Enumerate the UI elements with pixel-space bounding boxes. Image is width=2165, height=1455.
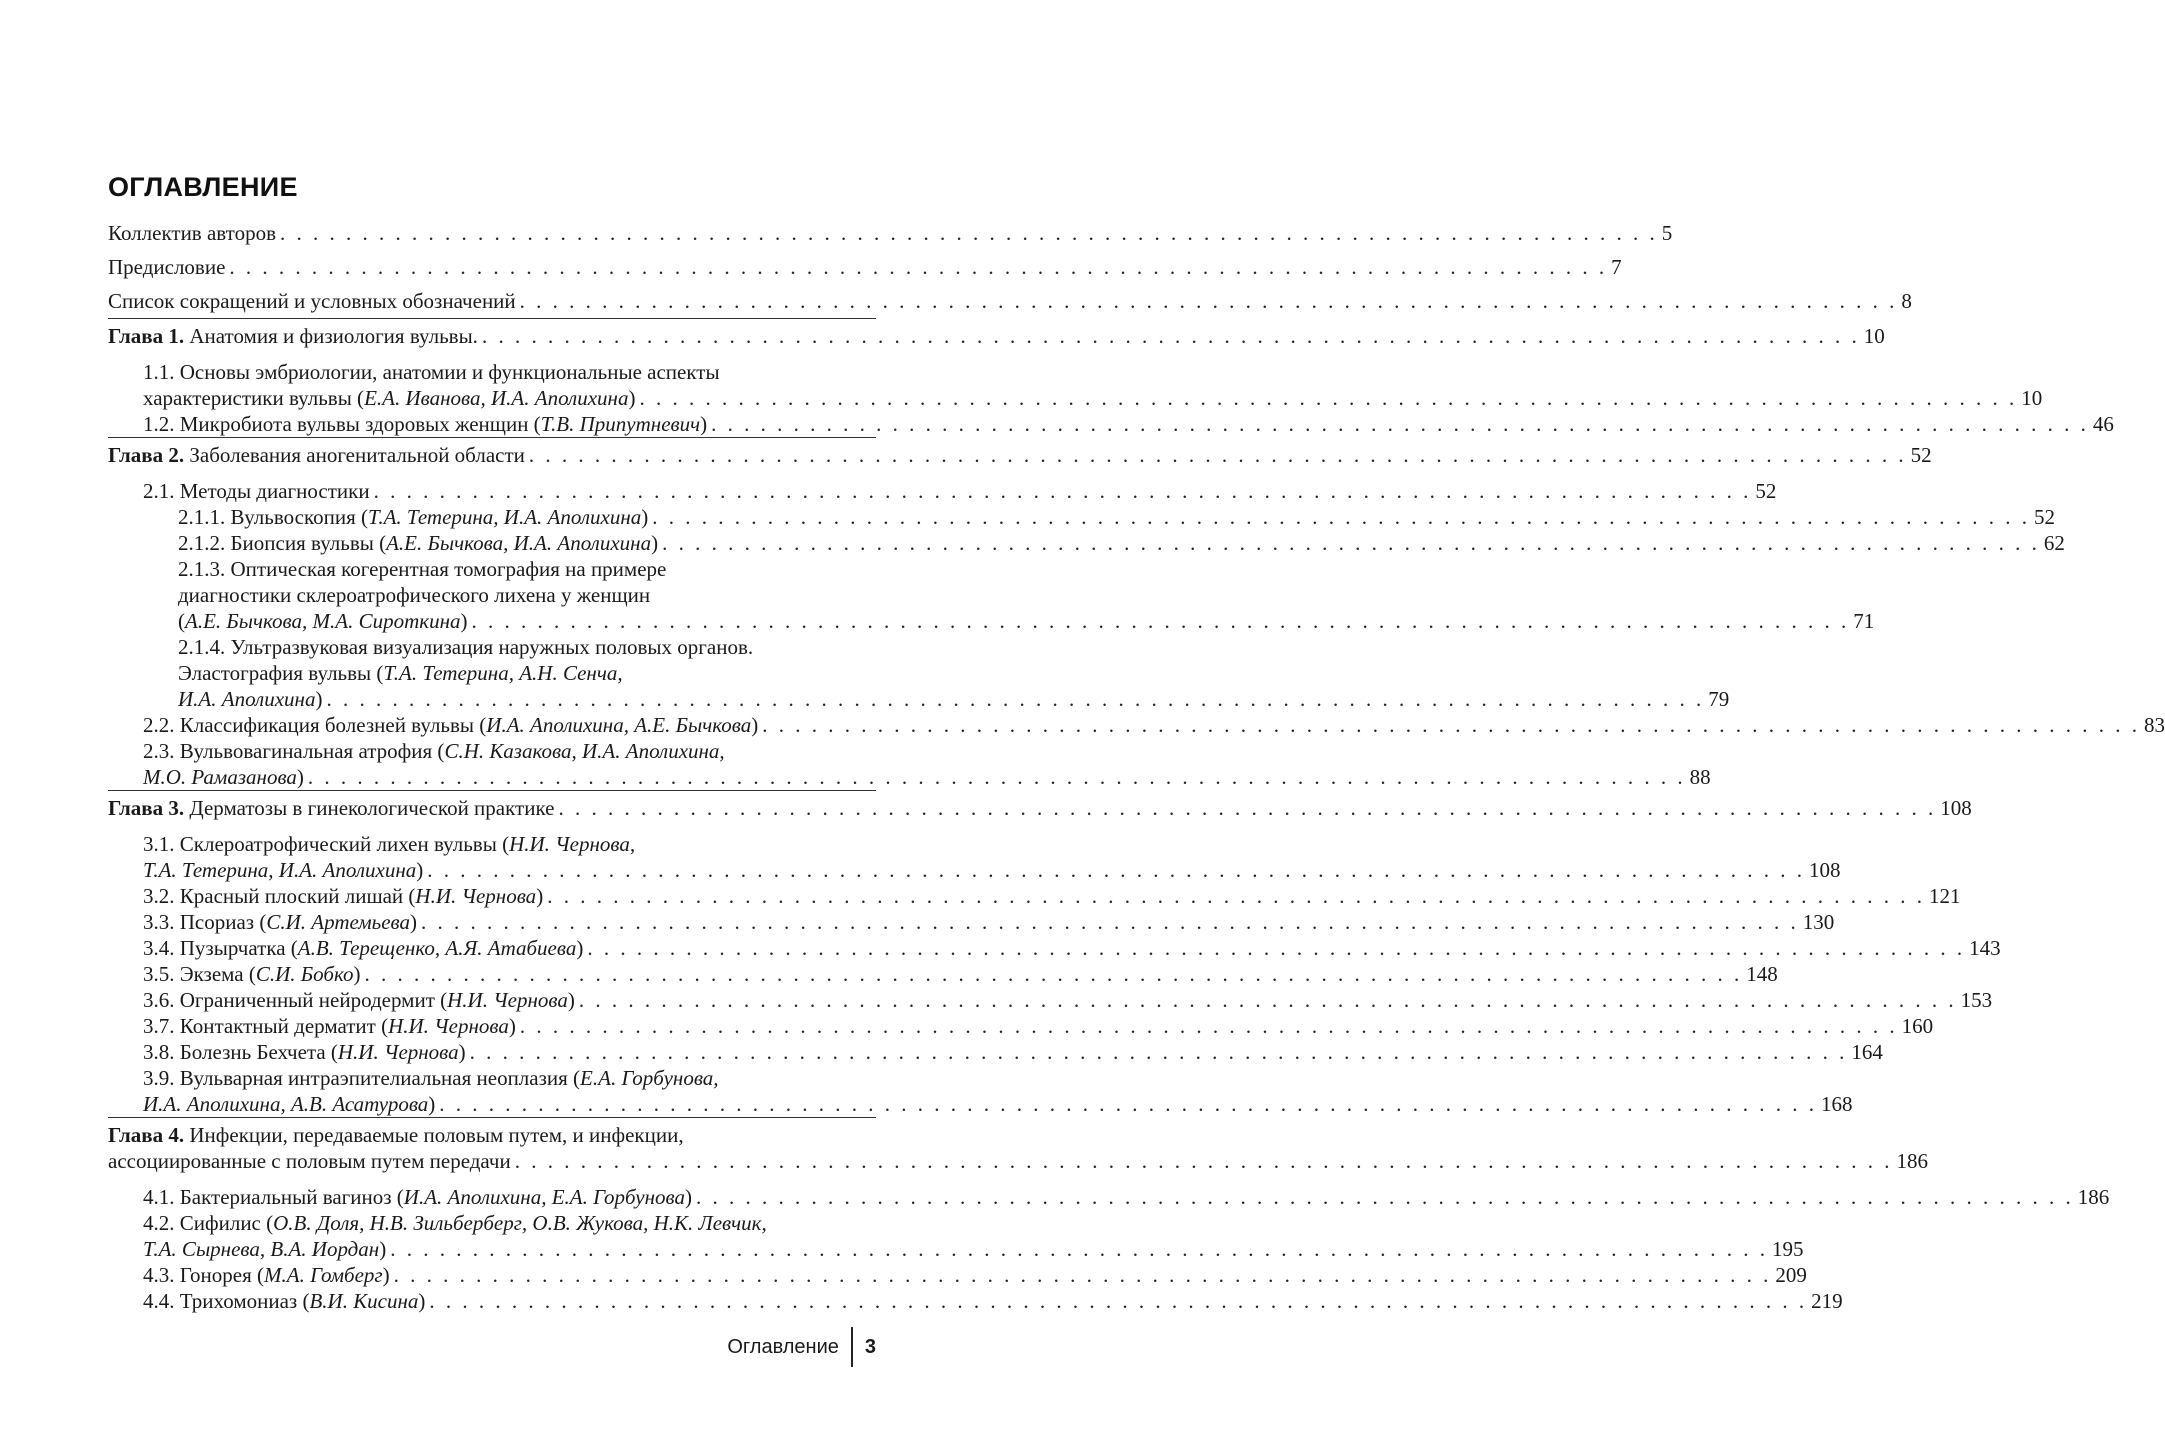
toc-entry[interactable] (108, 284, 1912, 318)
entry-title: 1.1. Основы эмбриологии, анатомии и функциональные аспекты (143, 360, 720, 384)
entry-title: ) (641, 505, 649, 529)
entry-text (108, 795, 554, 821)
entry-page-number: 46 (2092, 412, 2114, 436)
entry-title: 3.5. Экзема ( (143, 962, 256, 986)
entry-page-number: 164 (1851, 1040, 1883, 1064)
dot-leader: . . . . . . . . . . . . . . . . . . . . . . . . . . . . . . . . . . . . . . . . . . . . . . . . . . . . . . . . . . . . . . . . . . . . . . . . . . . . . . . . . . . . (390, 1237, 1768, 1261)
entry-title: ) (296, 765, 304, 789)
entry-title: ) (536, 884, 544, 908)
dot-leader: . . . . . . . . . . . . . . . . . . . . . . . . . . . . . . . . . . . . . . . . . . . . . . . . . . . . . . . . . . . . . . . . . . . . . . . . . . . . . . . . . . . . (528, 443, 1907, 467)
entry-authors: Т.А. Тетерина, И.А. Аполихина (368, 505, 642, 529)
entry-title: 2.3. Вульвовагинальная атрофия ( (143, 739, 445, 763)
entry-text (178, 635, 753, 659)
entry-line (143, 1039, 1883, 1065)
dot-leader: . . . . . . . . . . . . . . . . . . . . . . . . . . . . . . . . . . . . . . . . . . . . . . . . . . . . . . . . . . . . . . . . . . . . . . . . . . . . . . . . . . . . (307, 765, 1686, 789)
entry-line (143, 359, 876, 385)
toc-subentry[interactable] (108, 1178, 2110, 1210)
entry-line (143, 1065, 876, 1091)
entry-title: ) (458, 1040, 466, 1064)
entry-title: Эластография вульвы ( (178, 661, 384, 685)
entry-text (143, 1184, 692, 1210)
dot-leader: . . . . . . . . . . . . . . . . . . . . . . . . . . . . . . . . . . . . . . . . . . . . . . . . . . . . . . . . . . . . . . . . . . . . . . . . . . . . . . . . . . . . (393, 1263, 1772, 1287)
toc-subentry[interactable] (108, 504, 2055, 530)
dot-leader: . . . . . . . . . . . . . . . . . . . . . . . . . . . . . . . . . . . . . . . . . . . . . . . . . . . . . . . . . . . . . . . . . . . . . . . . . . . . . . . . . . . . (514, 1149, 1893, 1173)
entry-title: ) (460, 609, 468, 633)
entry-line (108, 288, 1912, 314)
dot-leader: . . . . . . . . . . . . . . . . . . . . . . . . . . . . . . . . . . . . . . . . . . . . . . . . . . . . . . . . . . . . . . . . . . . . . . . . . . . . . . . . . . . . (439, 1092, 1818, 1116)
toc-subentry[interactable] (108, 530, 2065, 556)
entry-text (108, 220, 276, 246)
entry-line (108, 220, 1673, 246)
chapter-label: Глава 3. (108, 796, 185, 820)
entry-page-number: 88 (1689, 765, 1711, 789)
entry-authors: М.А. Гомберг (264, 1263, 383, 1287)
entry-title: ( (178, 609, 185, 633)
toc-subentry[interactable] (108, 825, 1841, 883)
entry-text (143, 1039, 466, 1065)
entry-line (143, 385, 2043, 411)
dot-leader: . . . . . . . . . . . . . . . . . . . . . . . . . . . . . . . . . . . . . . . . . . . . . . . . . . . . . . . . . . . . . . . . . . . . . . . . . . . . . . . . . . . . (587, 936, 1966, 960)
entry-page-number: 10 (1863, 324, 1885, 348)
entry-line (108, 795, 1972, 821)
entry-title: ) (410, 910, 418, 934)
entry-line (108, 254, 1622, 280)
dot-leader: . . . . . . . . . . . . . . . . . . . . . . . . . . . . . . . . . . . . . . . . . . . . . . . . . . . . . . . . . . . . . . . . . . . . . . . . . . . . . . . . . . . . (711, 412, 2089, 436)
entry-authors: А.Е. Бычкова, М.А. Сироткина (185, 609, 461, 633)
toc-subentry[interactable] (108, 1262, 1807, 1288)
entry-text (143, 961, 361, 987)
entry-title: ) (684, 1185, 692, 1209)
entry-title: 3.8. Болезнь Бехчета ( (143, 1040, 338, 1064)
entry-title: Коллектив авторов (108, 221, 276, 245)
entry-text (143, 857, 423, 883)
toc-subentry[interactable] (108, 634, 1730, 712)
entry-line (178, 530, 2065, 556)
toc-subentry[interactable] (108, 472, 1777, 504)
entry-authors: В.И. Кисина (309, 1289, 419, 1313)
entry-title: Анатомия и физиология вульвы. (184, 324, 478, 348)
entry-text (143, 712, 758, 738)
entry-authors: И.А. Аполихина, А.В. Асатурова (143, 1092, 429, 1116)
toc-chapter[interactable] (108, 318, 1885, 353)
entry-line (143, 1210, 876, 1236)
entry-line (143, 764, 1711, 790)
entry-authors: А.В. Терещенко, А.Я. Атабиева (297, 936, 577, 960)
toc-entry[interactable] (108, 216, 1673, 250)
toc-entry[interactable] (108, 250, 1622, 284)
dot-leader: . . . . . . . . . . . . . . . . . . . . . . . . . . . . . . . . . . . . . . . . . . . . . . . . . . . . . . . . . . . . . . . . . . . . . . . . . . . . . . . . . . . . (421, 910, 1799, 934)
entry-title: диагностики склероатрофического лихена у женщин (178, 583, 651, 607)
entry-line (143, 1262, 1807, 1288)
dot-leader: . . . . . . . . . . . . . . . . . . . . . . . . . . . . . . . . . . . . . . . . . . . . . . . . . . . . . . . . . . . . . . . . . . . . . . . . . . . . . . . . . . . . (762, 713, 2141, 737)
entry-authors: Н.И. Чернова (388, 1014, 509, 1038)
entry-line (108, 323, 1885, 349)
entry-text (143, 385, 635, 411)
entry-text (108, 254, 225, 280)
entry-page-number: 108 (1809, 858, 1841, 882)
entry-page-number: 52 (1910, 443, 1932, 467)
entry-text (143, 411, 707, 437)
entry-line (143, 883, 1961, 909)
toc-subentry[interactable] (108, 1288, 1843, 1314)
page-number: 3 (864, 1335, 876, 1358)
entry-text (178, 583, 650, 607)
entry-text (143, 909, 417, 935)
page-title: ОГЛАВЛЕНИЕ (108, 172, 298, 202)
entry-text (143, 360, 720, 384)
entry-page-number: 62 (2043, 531, 2065, 555)
entry-text (143, 478, 370, 504)
entry-line (143, 831, 876, 857)
entry-authors: С.И. Артемьева (266, 910, 411, 934)
dot-leader: . . . . . . . . . . . . . . . . . . . . . . . . . . . . . . . . . . . . . . . . . . . . . . . . . . . . . . . . . . . . . . . . . . . . . . . . . . . . . . . . . . . . (662, 531, 2040, 555)
entry-title: ) (651, 531, 659, 555)
chapter-label: Глава 1. (108, 324, 185, 348)
entry-page-number: 71 (1853, 609, 1875, 633)
entry-page-number: 195 (1771, 1237, 1804, 1261)
dot-leader: . . . . . . . . . . . . . . . . . . . . . . . . . . . . . . . . . . . . . . . . . . . . . . . . . . . . . . . . . . . . . . . . . . . . . . . . . . . . . . . . . . . . (471, 609, 1850, 633)
entry-text (108, 1148, 511, 1174)
entry-authors: Н.И. Чернова (447, 988, 568, 1012)
entry-line (143, 935, 2001, 961)
entry-line (143, 712, 2165, 738)
toc-subentry[interactable] (108, 1039, 1883, 1065)
entry-title: 3.4. Пузырчатка ( (143, 936, 298, 960)
entry-page-number: 108 (1940, 796, 1972, 820)
entry-line (143, 478, 1777, 504)
entry-text (178, 608, 468, 634)
entry-page-number: 79 (1708, 687, 1730, 711)
footer-divider (851, 1327, 853, 1367)
entry-authors: Н.И. Чернова, (509, 832, 636, 856)
entry-title: 3.1. Склероатрофический лихен вульвы ( (143, 832, 510, 856)
entry-authors: Т.А. Тетерина, И.А. Аполихина (143, 858, 417, 882)
entry-title: ) (382, 1263, 390, 1287)
dot-leader: . . . . . . . . . . . . . . . . . . . . . . . . . . . . . . . . . . . . . . . . . . . . . . . . . . . . . . . . . . . . . . . . . . . . . . . . . . . . . . . . . . . . (429, 1289, 1808, 1313)
entry-title: 3.6. Ограниченный нейродермит ( (143, 988, 448, 1012)
entry-title: ) (418, 1289, 426, 1313)
entry-authors: Т.А. Тетерина, А.Н. Сенча, (383, 661, 623, 685)
toc-subentry[interactable] (108, 712, 2165, 738)
toc-subentry[interactable] (108, 1065, 1853, 1117)
entry-page-number: 7 (1611, 255, 1622, 279)
entry-title: 2.1.1. Вульвоскопия ( (178, 505, 368, 529)
entry-title: характеристики вульвы ( (143, 386, 365, 410)
dot-leader: . . . . . . . . . . . . . . . . . . . . . . . . . . . . . . . . . . . . . . . . . . . . . . . . . . . . . . . . . . . . . . . . . . . . . . . . . . . . . . . . . . . . (547, 884, 1925, 908)
entry-text (143, 1066, 719, 1090)
entry-text (143, 1262, 390, 1288)
toc-chapter[interactable] (108, 437, 1932, 472)
entry-text (108, 1123, 684, 1147)
entry-text (143, 832, 635, 856)
entry-text (143, 739, 725, 763)
entry-page-number: 10 (2021, 386, 2043, 410)
entry-title: 3.2. Красный плоский лишай ( (143, 884, 416, 908)
entry-line (143, 1091, 1853, 1117)
entry-title: ) (576, 936, 584, 960)
entry-title: ) (567, 988, 575, 1012)
dot-leader: . . . . . . . . . . . . . . . . . . . . . . . . . . . . . . . . . . . . . . . . . . . . . . . . . . . . . . . . . . . . . . . . . . . . . . . . . . . . . . . . . . . . (519, 1014, 1898, 1038)
entry-line (143, 1184, 2110, 1210)
entry-title: 3.9. Вульварная интраэпителиальная неоплазия ( (143, 1066, 581, 1090)
entry-authors: Т.В. Припутневич (540, 412, 701, 436)
entry-text (108, 288, 516, 314)
entry-authors: А.Е. Бычкова, И.А. Аполихина (386, 531, 652, 555)
entry-line (143, 857, 1841, 883)
entry-line (178, 504, 2055, 530)
entry-page-number: 52 (2034, 505, 2055, 529)
entry-title: ) (428, 1092, 436, 1116)
entry-page-number: 219 (1811, 1289, 1843, 1313)
entry-title: 2.1. Методы диагностики (143, 479, 370, 503)
entry-text (178, 686, 322, 712)
dot-leader: . . . . . . . . . . . . . . . . . . . . . . . . . . . . . . . . . . . . . . . . . . . . . . . . . . . . . . . . . . . . . . . . . . . . . . . . . . . . . . . . . . . . (280, 221, 1658, 245)
toc-subentry[interactable] (108, 556, 1875, 634)
entry-title: ассоциированные с половым путем передачи (108, 1149, 511, 1173)
entry-page-number: 186 (1896, 1149, 1928, 1173)
entry-title: 4.2. Сифилис ( (143, 1211, 274, 1235)
entry-page-number: 160 (1901, 1014, 1934, 1038)
dot-leader: . . . . . . . . . . . . . . . . . . . . . . . . . . . . . . . . . . . . . . . . . . . . . . . . . . . . . . . . . . . . . . . . . . . . . . . . . . . . . . . . . . . . (469, 1040, 1848, 1064)
entry-page-number: 143 (1969, 936, 2001, 960)
entry-page-number: 8 (1901, 289, 1912, 313)
entry-title: Заболевания аногенитальной области (184, 443, 525, 467)
entry-title: ) (416, 858, 424, 882)
entry-text (143, 1211, 767, 1235)
entry-text (143, 987, 575, 1013)
entry-line (178, 608, 1875, 634)
toc-subentry[interactable] (108, 353, 2043, 411)
entry-text (143, 1091, 435, 1117)
entry-title: Список сокращений и условных обозначений (108, 289, 516, 313)
entry-line (143, 909, 1835, 935)
toc-subentry[interactable] (108, 1210, 1804, 1262)
entry-authors: И.А. Аполихина, А.Е. Бычкова (486, 713, 752, 737)
entry-title: 2.1.2. Биопсия вульвы ( (178, 531, 387, 555)
entry-text (178, 530, 658, 556)
entry-title: ) (379, 1237, 387, 1261)
entry-text (108, 442, 525, 468)
entry-title: Предисловие (108, 255, 226, 279)
entry-page-number: 5 (1661, 221, 1673, 245)
entry-line (143, 1013, 1934, 1039)
dot-leader: . . . . . . . . . . . . . . . . . . . . . . . . . . . . . . . . . . . . . . . . . . . . . . . . . . . . . . . . . . . . . . . . . . . . . . . . . . . . . . . . . . . . (481, 324, 1860, 348)
entry-page-number: 148 (1746, 962, 1778, 986)
entry-title: ) (628, 386, 636, 410)
entry-line (178, 556, 876, 582)
table-of-contents (108, 216, 2165, 1314)
entry-page-number: 121 (1928, 884, 1961, 908)
entry-line (143, 1236, 1804, 1262)
entry-authors: И.А. Аполихина (178, 687, 316, 711)
entry-title: ) (508, 1014, 516, 1038)
entry-title: ) (751, 713, 759, 737)
entry-title: 2.1.3. Оптическая когерентная томография на примере (178, 557, 667, 581)
entry-page-number: 83 (2144, 713, 2165, 737)
dot-leader: . . . . . . . . . . . . . . . . . . . . . . . . . . . . . . . . . . . . . . . . . . . . . . . . . . . . . . . . . . . . . . . . . . . . . . . . . . . . . . . . . . . . (364, 962, 1743, 986)
entry-text (143, 1288, 425, 1314)
dot-leader: . . . . . . . . . . . . . . . . . . . . . . . . . . . . . . . . . . . . . . . . . . . . . . . . . . . . . . . . . . . . . . . . . . . . . . . . . . . . . . . . . . . . (326, 687, 1705, 711)
entry-line (143, 738, 876, 764)
dot-leader: . . . . . . . . . . . . . . . . . . . . . . . . . . . . . . . . . . . . . . . . . . . . . . . . . . . . . . . . . . . . . . . . . . . . . . . . . . . . . . . . . . . . (427, 858, 1805, 882)
entry-title: ) (315, 687, 323, 711)
entry-line (108, 442, 1932, 468)
dot-leader: . . . . . . . . . . . . . . . . . . . . . . . . . . . . . . . . . . . . . . . . . . . . . . . . . . . . . . . . . . . . . . . . . . . . . . . . . . . . . . . . . . . . (652, 505, 2030, 529)
entry-title: 3.3. Псориаз ( (143, 910, 267, 934)
entry-authors: С.И. Бобко (255, 962, 354, 986)
entry-authors: С.Н. Казакова, И.А. Аполихина, (444, 739, 725, 763)
entry-text (178, 661, 623, 685)
toc-subentry[interactable] (108, 738, 1711, 790)
entry-authors: Н.И. Чернова (337, 1040, 459, 1064)
entry-text (143, 1236, 386, 1262)
dot-leader: . . . . . . . . . . . . . . . . . . . . . . . . . . . . . . . . . . . . . . . . . . . . . . . . . . . . . . . . . . . . . . . . . . . . . . . . . . . . . . . . . . . . (519, 289, 1898, 313)
entry-title: 3.7. Контактный дерматит ( (143, 1014, 389, 1038)
entry-text (178, 557, 666, 581)
entry-page-number: 130 (1802, 910, 1835, 934)
entry-page-number: 209 (1775, 1263, 1807, 1287)
entry-text (143, 883, 543, 909)
entry-title: 4.1. Бактериальный вагиноз ( (143, 1185, 404, 1209)
entry-title: 2.2. Классификация болезней вульвы ( (143, 713, 487, 737)
entry-text (143, 764, 304, 790)
dot-leader: . . . . . . . . . . . . . . . . . . . . . . . . . . . . . . . . . . . . . . . . . . . . . . . . . . . . . . . . . . . . . . . . . . . . . . . . . . . . . . . . . . . . (695, 1185, 2074, 1209)
entry-text (108, 323, 478, 349)
entry-authors: Т.А. Сырнева, В.А. Иордан (143, 1237, 380, 1261)
entry-line (143, 1288, 1843, 1314)
entry-line (178, 686, 1730, 712)
toc-subentry[interactable] (108, 411, 2114, 437)
toc-subentry[interactable] (108, 987, 1993, 1013)
entry-page-number: 186 (2077, 1185, 2110, 1209)
entry-authors: О.В. Доля, Н.В. Зильберберг, О.В. Жукова, Н.К. Левчик, (273, 1211, 767, 1235)
dot-leader: . . . . . . . . . . . . . . . . . . . . . . . . . . . . . . . . . . . . . . . . . . . . . . . . . . . . . . . . . . . . . . . . . . . . . . . . . . . . . . . . . . . . (229, 255, 1608, 279)
toc-subentry[interactable] (108, 883, 1961, 909)
entry-authors: И.А. Аполихина, Е.А. Горбунова (403, 1185, 685, 1209)
toc-chapter[interactable] (108, 1117, 1928, 1178)
chapter-label: Глава 2. (108, 443, 185, 467)
entry-line (143, 411, 2114, 437)
entry-title: 1.2. Микробиота вульвы здоровых женщин ( (143, 412, 541, 436)
entry-line (108, 1122, 876, 1148)
entry-line (178, 660, 876, 686)
toc-subentry[interactable] (108, 1013, 1934, 1039)
entry-line (143, 987, 1993, 1013)
entry-line (178, 582, 876, 608)
entry-title: 2.1.4. Ультразвуковая визуализация наружных половых органов. (178, 635, 754, 659)
toc-subentry[interactable] (108, 961, 1778, 987)
entry-line (143, 961, 1778, 987)
footer-section-title: Оглавление (727, 1335, 839, 1358)
entry-title: Инфекции, передаваемые половым путем, и инфекции, (184, 1123, 684, 1147)
entry-authors: М.О. Рамазанова (143, 765, 297, 789)
entry-line (178, 634, 876, 660)
entry-text (178, 504, 648, 530)
dot-leader: . . . . . . . . . . . . . . . . . . . . . . . . . . . . . . . . . . . . . . . . . . . . . . . . . . . . . . . . . . . . . . . . . . . . . . . . . . . . . . . . . . . . (558, 796, 1937, 820)
entry-page-number: 153 (1960, 988, 1993, 1012)
entry-line (108, 1148, 1928, 1174)
entry-text (143, 1013, 516, 1039)
entry-title: ) (353, 962, 361, 986)
toc-subentry[interactable] (108, 935, 2001, 961)
entry-title: 4.4. Трихомониаз ( (143, 1289, 310, 1313)
toc-subentry[interactable] (108, 909, 1835, 935)
chapter-label: Глава 4. (108, 1123, 185, 1147)
dot-leader: . . . . . . . . . . . . . . . . . . . . . . . . . . . . . . . . . . . . . . . . . . . . . . . . . . . . . . . . . . . . . . . . . . . . . . . . . . . . . . . . . . . . (639, 386, 2018, 410)
entry-title: ) (700, 412, 708, 436)
page-footer (727, 1326, 876, 1368)
entry-authors: Е.А. Иванова, И.А. Аполихина (364, 386, 629, 410)
entry-authors: Е.А. Горбунова, (580, 1066, 719, 1090)
entry-title: 4.3. Гонорея ( (143, 1263, 265, 1287)
dot-leader: . . . . . . . . . . . . . . . . . . . . . . . . . . . . . . . . . . . . . . . . . . . . . . . . . . . . . . . . . . . . . . . . . . . . . . . . . . . . . . . . . . . . (578, 988, 1957, 1012)
toc-chapter[interactable] (108, 790, 1972, 825)
entry-page-number: 168 (1821, 1092, 1853, 1116)
entry-text (143, 935, 583, 961)
entry-page-number: 52 (1755, 479, 1777, 503)
dot-leader: . . . . . . . . . . . . . . . . . . . . . . . . . . . . . . . . . . . . . . . . . . . . . . . . . . . . . . . . . . . . . . . . . . . . . . . . . . . . . . . . . . . . (373, 479, 1752, 503)
entry-authors: Н.И. Чернова (415, 884, 537, 908)
entry-title: Дерматозы в гинекологической практике (184, 796, 555, 820)
